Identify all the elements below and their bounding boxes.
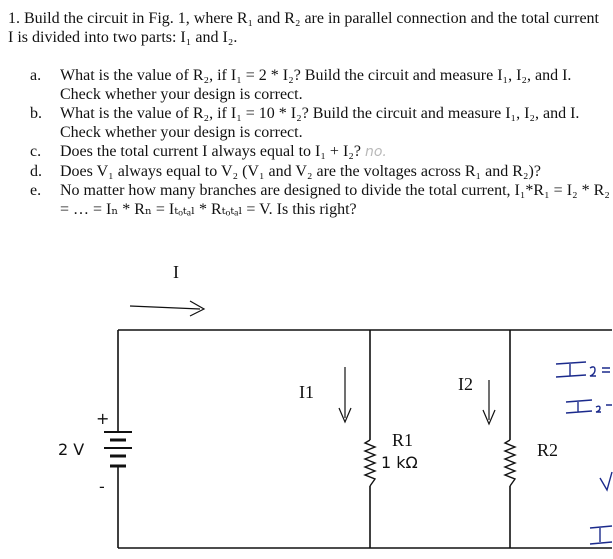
handwritten-answer: no.	[364, 144, 387, 160]
total-current-label: I	[173, 262, 179, 282]
arrow-branch1-current	[339, 367, 351, 422]
question-text: What is the value of R₂, if I₁ = 10 * I₂? Build the circuit and measure I₁, I₂, and I. Check whether your design is correct.	[60, 105, 580, 141]
question-label: b.	[30, 105, 42, 122]
question-text: What is the value of R₂, if I₁ = 2 * I₂? Build the circuit and measure I₁, I₂, and I. Check whether your design is correct.	[60, 67, 572, 103]
source-voltage-label: 2 V	[58, 440, 85, 459]
question-label: c.	[30, 143, 42, 160]
branch2-current-label: I2	[458, 374, 473, 394]
arrow-total-current	[130, 301, 204, 316]
resistor-r1	[365, 440, 375, 486]
resistor-r2	[505, 440, 515, 486]
handwritten-margin-notes	[556, 362, 612, 544]
question-text: Does V₁ always equal to V₂ (V₁ and V₂ are the voltages across R₁ and R₂)?	[60, 163, 541, 180]
battery-minus: -	[99, 477, 105, 496]
question-label: d.	[30, 163, 42, 180]
r2-name-label: R2	[537, 440, 559, 460]
r1-value-label: 1 kΩ	[381, 453, 418, 472]
branch1-current-label: I1	[299, 382, 314, 402]
problem-intro-text: Build the circuit in Fig. 1, where R₁ and R₂ are in parallel connection and the total current I is divided into two parts: I₁ and I₂.	[8, 10, 599, 46]
arrow-branch2-current	[483, 380, 495, 424]
question-text: No matter how many branches are designed to divide the total current, I₁*R₁ = I₂ * R₂ = … = Iₙ * Rₙ = Iₜₒₜₐₗ * Rₜₒₜₐₗ = V. Is this right?	[60, 182, 610, 218]
r1-name-label: R1	[392, 430, 414, 450]
question-label: a.	[30, 67, 42, 84]
question-label: e.	[30, 182, 42, 199]
battery-plus: +	[96, 409, 110, 428]
problem-number: 1.	[8, 10, 20, 27]
question-text: Does the total current I always equal to I₁ + I₂?	[60, 143, 361, 160]
battery-symbol	[104, 432, 132, 466]
